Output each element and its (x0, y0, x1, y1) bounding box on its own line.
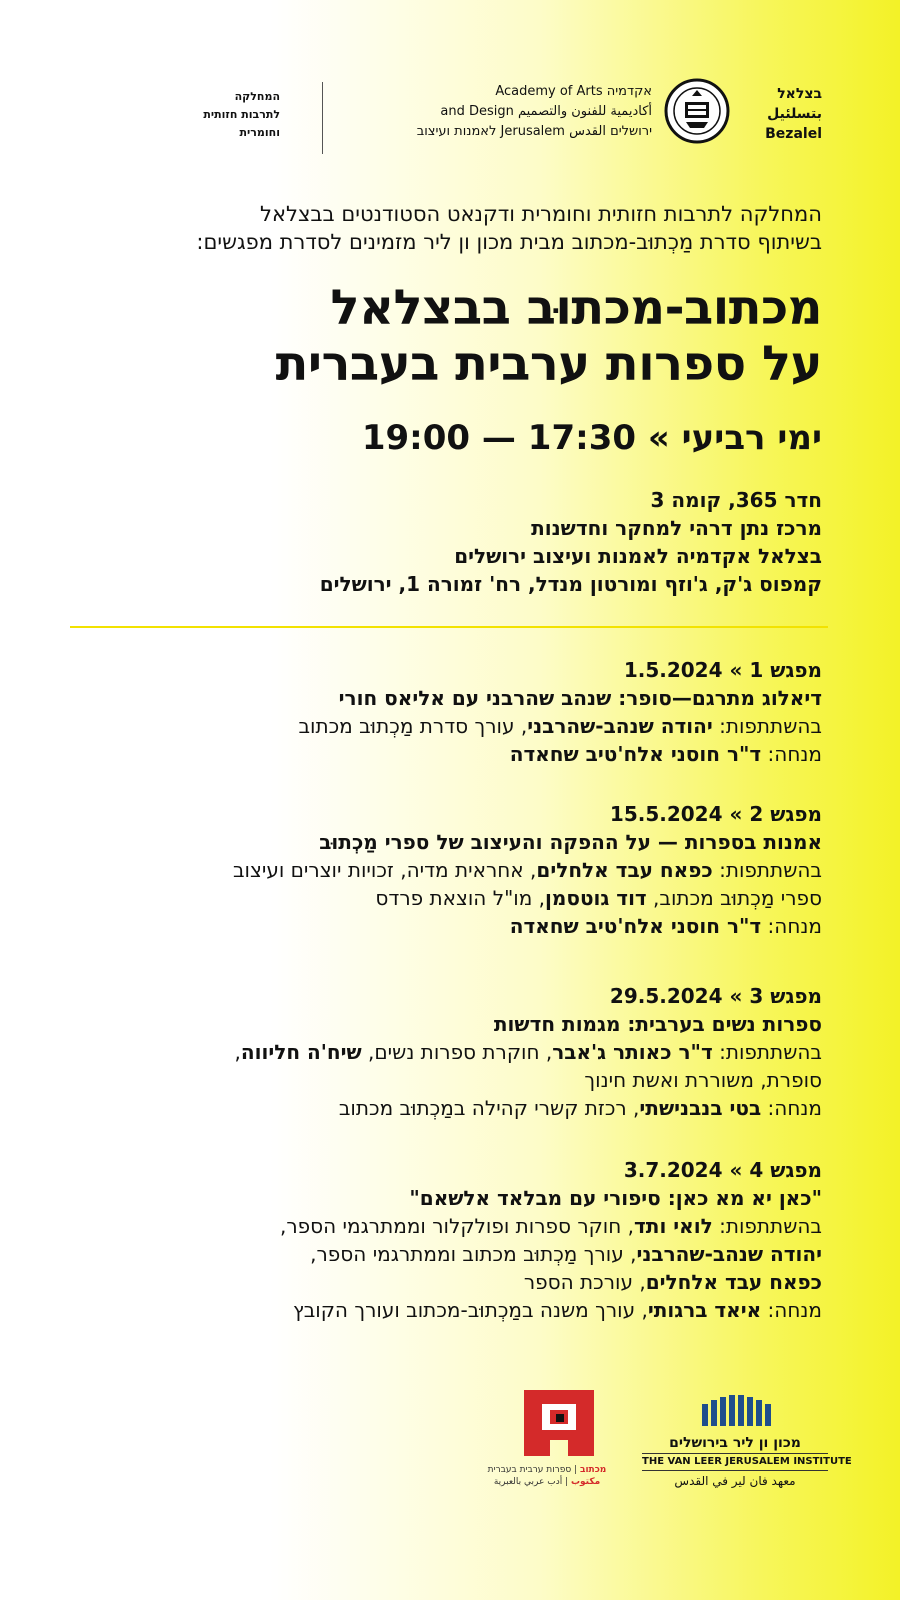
academy-line-3: לאמנות ועיצוב Jerusalem ירושלים القدس (416, 124, 652, 139)
moderator-desc: , רכזת קשרי קהילה במַכְתוּב מכתוב (338, 1096, 640, 1120)
meeting-topic: אמנות בספרות — על ההפקה והעיצוב של ספרי מַכְתוּב (319, 830, 822, 854)
participant-name-2: שיח'ה חליווה (240, 1040, 362, 1064)
bezalel-ar: بتسلئيل (767, 106, 822, 122)
participant-pre: סופרת, משוררת ואשת חינוך (584, 1068, 822, 1092)
bezalel-wordmark[interactable] (752, 84, 822, 144)
title-line-2: על ספרות ערבית בעברית (275, 336, 822, 392)
maktub-brand-ar: مكتوب (570, 1477, 601, 1487)
bezalel-seal-icon (664, 78, 730, 144)
moderator-desc: , עורך משנה במַכְתוּב-מכתוב ועורך הקובץ (292, 1298, 648, 1322)
dept-line-1: המחלקה (234, 90, 280, 103)
meeting-participants-cont (42, 1066, 822, 1094)
participant-name: יהודה שנהב-שהרבני (527, 714, 713, 738)
meeting-4 (42, 1156, 822, 1324)
moderator-label: מנחה: (761, 1298, 822, 1322)
participant-pre: ספרי מַכְתוּב מכתוב, (646, 886, 822, 910)
location-room: חדר 365, קומה 3 (650, 488, 822, 512)
participant-name: יהודה שנהב-שהרבני (636, 1242, 822, 1266)
maktub-tagline-ar: أدب عربي بالعبرية (493, 1477, 563, 1487)
participant-tail: , (234, 1040, 241, 1064)
van-leer-he: מכון ון ליר בירושלים (669, 1435, 801, 1451)
intro-text (62, 200, 822, 256)
meeting-moderator (42, 912, 822, 940)
van-leer-caption (630, 1434, 852, 1490)
bezalel-en: Bezalel (765, 126, 822, 142)
meeting-topic: ספרות נשים בערבית: מגמות חדשות (493, 1012, 822, 1036)
participant-desc: , אחראית מדיה, זכויות יוצרים ועיצוב (232, 858, 537, 882)
meeting-participants-cont (42, 884, 822, 912)
participant-name: ד"ר כאותר ג'אבר (552, 1040, 713, 1064)
participant-desc: , עורכת הספר (523, 1270, 646, 1294)
dept-line-2: לתרבות חזותית (203, 108, 280, 121)
location-center: מרכז נתן דרהי למחקר וחדשנות (531, 516, 822, 540)
meeting-header: מפגש 3 » 29.5.2024 (609, 984, 822, 1008)
meeting-participants (42, 1212, 822, 1240)
participants-label: בהשתתפות: (712, 1214, 822, 1238)
participant-name: כפאח עבד אלחלים (645, 1270, 822, 1294)
moderator-label: מנחה: (761, 742, 822, 766)
intro-line-1: המחלקה לתרבות חזותית וחומרית ודקנאט הסטודנטים בבצלאל (260, 202, 822, 226)
moderator-name: ד"ר חוסני אלח'טיב שחאדה (509, 742, 762, 766)
academy-line-2: and Design أكاديمية للفنون والتصميم (440, 104, 652, 119)
participant-desc: , מו"ל הוצאת פרדס (375, 886, 546, 910)
meeting-participants-cont (42, 1268, 822, 1296)
moderator-name: ד"ר חוסני אלח'טיב שחאדה (509, 914, 762, 938)
meeting-3 (42, 982, 822, 1122)
location-block (62, 486, 822, 598)
maktub-tagline-he: ספרות ערבית בעברית (487, 1465, 572, 1475)
meeting-participants (42, 712, 822, 740)
van-leer-en: THE VAN LEER JERUSALEM INSTITUTE (642, 1453, 828, 1471)
participants-label: בהשתתפות: (712, 1040, 822, 1064)
moderator-label: מנחה: (761, 1096, 822, 1120)
partner-logos (0, 1378, 900, 1508)
schedule-time: ימי רביעי » 17:30 — 19:00 (361, 418, 822, 458)
event-title (62, 280, 822, 392)
moderator-name: בטי בנבנישתי (639, 1096, 762, 1120)
moderator-label: מנחה: (761, 914, 822, 938)
academy-line-1: Academy of Arts אקדמיה (495, 84, 652, 99)
moderator-name: איאד ברגותי (647, 1298, 762, 1322)
bezalel-he: בצלאל (777, 86, 822, 102)
header-divider (322, 82, 323, 154)
participant-desc: , עורך מַכְתוּב מכתוב וממתרגמי הספר, (310, 1242, 637, 1266)
intro-line-2: בשיתוף סדרת מַכְתוּב-מכתוב מבית מכון ון ליר מזמינים לסדרת מפגשים: (196, 230, 822, 254)
participant-name: לואי ותד (634, 1214, 713, 1238)
section-divider (70, 626, 828, 628)
meeting-moderator (42, 740, 822, 768)
meeting-participants (42, 1038, 822, 1066)
participant-desc: , עורך סדרת מַכְתוּב מכתוב (298, 714, 528, 738)
van-leer-logo-icon[interactable] (700, 1390, 772, 1426)
meeting-1 (42, 656, 822, 768)
participants-label: בהשתתפות: (712, 858, 822, 882)
meeting-topic: "כאן יא מא כאן: סיפורי עם מבלאד אלשאם" (409, 1186, 822, 1210)
participant-name: כפאח עבד אלחלים (536, 858, 713, 882)
title-line-1: מכתוב-מכתוּב בבצלאל (330, 280, 822, 336)
maktub-caption: מכתוב | ספרות ערבית בעברית مكتوب | أدب عربي بالعبرية (487, 1465, 607, 1487)
participants-label: בהשתתפות: (712, 714, 822, 738)
meeting-header: מפגש 1 » 1.5.2024 (623, 658, 822, 682)
location-address: קמפוס ג'ק, ג'וזף ומורטון מנדל, רח' זמורה 1, ירושלים (319, 572, 822, 596)
participant-desc: , חוקרת ספרות נשים, (361, 1040, 553, 1064)
header (0, 78, 900, 168)
academy-name (322, 82, 652, 142)
meeting-topic: דיאלוג מתרגם—סופר: שנהב שהרבני עם אליאס חורי (338, 686, 822, 710)
location-institution: בצלאל אקדמיה לאמנות ועיצוב ירושלים (454, 544, 822, 568)
meeting-moderator (42, 1094, 822, 1122)
dept-line-3: וחומרית (239, 126, 280, 139)
department-name (190, 88, 280, 142)
meeting-header: מפגש 2 » 15.5.2024 (609, 802, 822, 826)
maktub-logo-icon[interactable] (520, 1386, 598, 1460)
meeting-participants (42, 856, 822, 884)
participant-desc: , חוקר ספרות ופולקלור וממתרגמי הספר, (279, 1214, 635, 1238)
meeting-moderator (42, 1296, 822, 1324)
participant-name: דוד גוטסמן (545, 886, 647, 910)
meeting-2 (42, 800, 822, 940)
van-leer-ar: معهد فان لير في القدس (674, 1474, 796, 1488)
meeting-participants-cont (42, 1240, 822, 1268)
meeting-header: מפגש 4 » 3.7.2024 (623, 1158, 822, 1182)
maktub-brand-he: מכתוב (579, 1465, 607, 1475)
